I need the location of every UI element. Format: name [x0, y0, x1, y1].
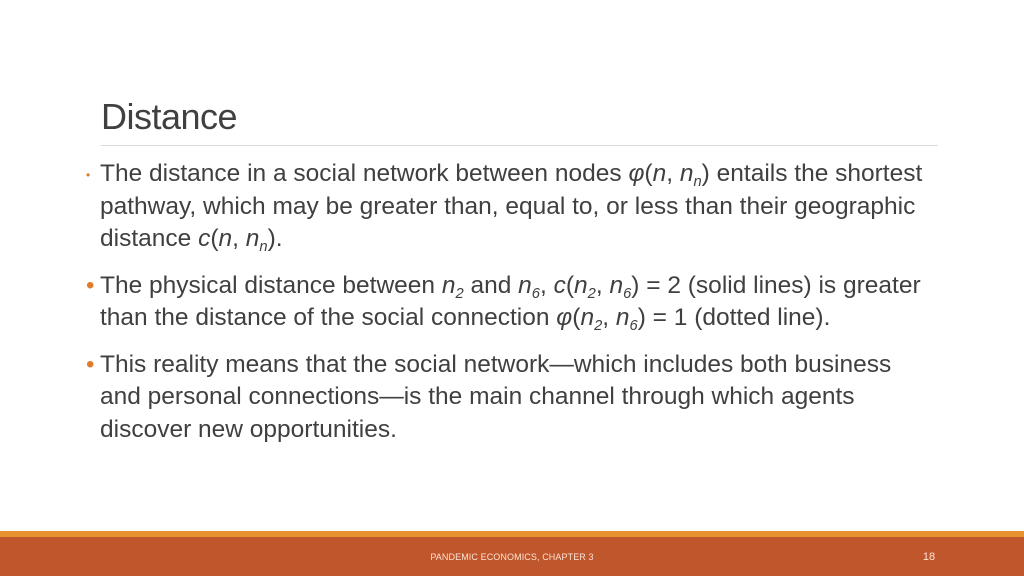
bullet-text: The physical distance between $n_2$ and $n_6$, $c(n_2$, $n_6) = 2$ (solid lines) is greater than the distance of the social connection $\varphi(n_2$, $n_6) = 1$ (dotted line).: [100, 271, 921, 334]
bullet-item-1: [86, 158, 936, 256]
slide-body: [86, 158, 936, 460]
bullet-text: The distance in a social network between nodes φ(n, $n_n$) entails the shortest pathway, which may be greater than, equal to, or less than their geographic distance c(n, $n_n$).: [100, 160, 923, 255]
bullet-marker-icon: •: [86, 350, 95, 378]
bullet-item-3: [86, 349, 936, 447]
footer-text: PANDEMIC ECONOMICS, CHAPTER 3: [430, 552, 594, 562]
slide-title: Distance: [101, 96, 238, 137]
bullet-text: This reality means that the social network—which includes both business and personal connections—is the main channel through which agents discover new opportunities.: [100, 350, 892, 443]
bullet-marker-icon: •: [86, 271, 95, 299]
bullet-item-2: [86, 270, 936, 335]
bullet-marker-icon: •: [86, 168, 91, 182]
page-number: 18: [922, 551, 936, 563]
title-divider: [101, 145, 938, 146]
